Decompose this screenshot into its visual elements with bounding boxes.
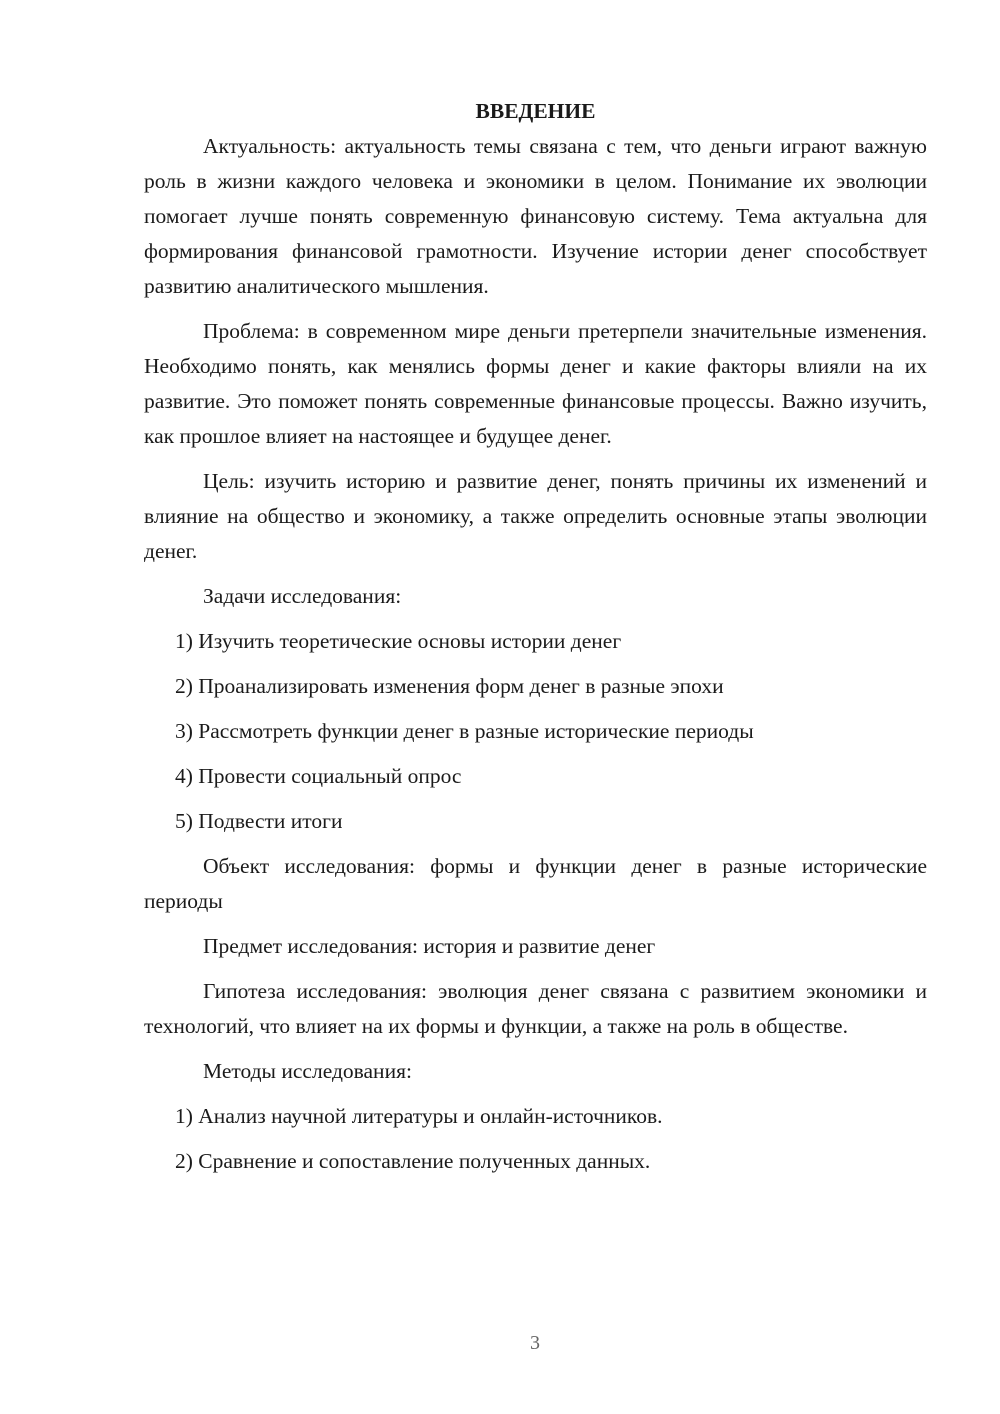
goal-paragraph: Цель: изучить историю и развитие денег, понять причины их изменений и влияние на общество и экономику, а также определить основные этапы эволюции денег.: [144, 469, 927, 563]
document-page: [144, 94, 927, 1189]
document-heading: ВВЕДЕНИЕ: [475, 99, 596, 123]
subject-paragraph: Предмет исследования: история и развитие денег: [203, 934, 656, 958]
page-number: 3: [530, 1332, 540, 1354]
list-item: 5) Подвести итоги: [175, 809, 343, 833]
tasks-title: Задачи исследования:: [203, 584, 402, 608]
problem-paragraph: Проблема: в современном мире деньги претерпели значительные изменения. Необходимо понять, как менялись формы денег и какие факторы влияли на их развитие. Это поможет понять современные финансовые процессы. Важно изучить, как прошлое влияет на настоящее и будущее денег.: [144, 319, 927, 448]
methods-title: Методы исследования:: [203, 1059, 412, 1083]
list-item: 1) Изучить теоретические основы истории денег: [175, 629, 622, 653]
list-item: 2) Сравнение и сопоставление полученных данных.: [175, 1149, 651, 1173]
list-item: 4) Провести социальный опрос: [175, 764, 462, 788]
relevance-paragraph: Актуальность: актуальность темы связана с тем, что деньги играют важную роль в жизни каждого человека и экономики в целом. Понимание их эволюции помогает лучше понять современную финансовую систему. Тема актуальна для формирования финансовой грамотности. Изучение истории денег способствует развитию аналитического мышления.: [144, 134, 927, 298]
object-paragraph: Объект исследования: формы и функции денег в разные исторические периоды: [144, 854, 927, 913]
hypothesis-paragraph: Гипотеза исследования: эволюция денег связана с развитием экономики и технологий, что влияет на их формы и функции, а также на роль в обществе.: [144, 979, 927, 1038]
list-item: 3) Рассмотреть функции денег в разные исторические периоды: [175, 719, 754, 743]
methods-list: [144, 1099, 927, 1179]
list-item: 2) Проанализировать изменения форм денег в разные эпохи: [175, 674, 724, 698]
tasks-list: [144, 624, 927, 839]
list-item: 1) Анализ научной литературы и онлайн-источников.: [175, 1104, 663, 1128]
